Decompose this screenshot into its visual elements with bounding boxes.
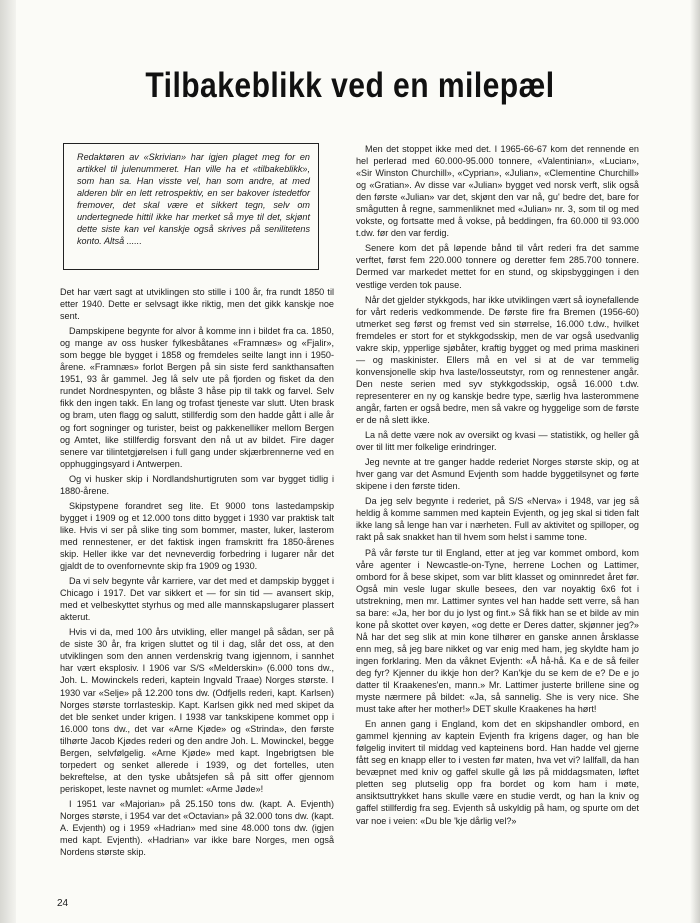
right-column <box>356 143 639 830</box>
paragraph: Senere kom det på løpende bånd til vårt rederi fra det samme verftet, først fem 220.000 tonnere og deretter fem 285.700 tonnere. Dermed var markedet mettet for en stund, og skipsbyggingen i den vestlige verden tok pause. <box>356 243 639 290</box>
intro-text: Redaktøren av «Skrivian» har igjen plaget meg for en artikkel til julenummeret. Han ville ha et «tilbakeblikk», som han sa. Han visste vel, han som andre, at med alderen blir en lett retrospektiv, en ser bakover istedetfor fremover, det skal være et sikkert tegn, selv om undertegnede hittil ikke har merket så mye til det, skjønt dette siste kan vel kanskje også skrives på senilitetens konto. Altså ...... <box>77 152 310 247</box>
paragraph: Da vi selv begynte vår karriere, var det med et dampskip bygget i Chicago i 1917. Det var sikkert et — for sin tid — avansert skip, med et velbeskyttet styrhus og med alle mannskapslugarer plassert akterut. <box>60 576 334 623</box>
page-number: 24 <box>57 898 69 909</box>
paragraph: Det har vært sagt at utviklingen sto stille i 100 år, fra rundt 1850 til etter 1940. Dette er selvsagt ikke riktig, men det gikk kanskje noe sent. <box>60 287 334 322</box>
paragraph: En annen gang i England, kom det en skipshandler ombord, en gammel kjenning av kaptein Evjenth fra krigens dager, og han ble følgelig invitert til middag ved kapteinens bord. Han hadde vel gjerne fått seg en knapp eller to i vesten før maten, hva vet vi? Iallfall, da han bevæpnet med kniv og gaffel skulle gå løs på middagsmaten, løftet pletten seg plutselig opp fra bordet og kom ham i møte, ansiktsuttrykket hans skulle være en studie verdt, og han la kniv og gaffel stillferdig fra seg. Evjenth så uskyldig på ham, og spurte om det var noe i veien: «Du ble 'kje dårlig vel?» <box>356 719 639 826</box>
paragraph: Jeg nevnte at tre ganger hadde rederiet Norges største skip, og at hver gang var det Asmund Evjenth som hadde byggetilsynet og førte skipene i den første tiden. <box>356 457 639 492</box>
paragraph: I 1951 var «Majorian» på 25.150 tons dw. (kapt. A. Evjenth) Norges største, i 1954 var det «Octavian» på 32.000 tons dw. (kapt. A. Evjenth) og i 1959 «Hadrian» med sine 48.000 tons dw. (igjen med kapt. Evjenth). «Hadrian» var ikke bare Norges, men også Nordens største skip. <box>60 798 334 858</box>
paragraph: Da jeg selv begynte i rederiet, på S/S «Nerva» i 1948, var jeg så heldig å komme sammen med kaptein Evjenth, og jeg skal si tiden falt ikke lang så lenge han var i nærheten. Full av aktivitet og spilloper, og rakt på sak snakket han til hvem som helst i samme tone. <box>356 496 639 543</box>
editor-intro-box <box>63 143 319 270</box>
paragraph: Dampskipene begynte for alvor å komme inn i bildet fra ca. 1850, og mange av oss husker fylkesbåtanes «Framnæs» og «Fjalir», som begge ble bygget i 1858 og fremdeles seilte langt inn i 1950-årene. «Framnæs» forlot Bergen på sin siste ferd sankthansaften 1951, 93 år gammel. Jeg lå selv ute på fjorden og fisket da den rundet Nordnespynten, og blåste 3 håse pip til takk og farvel. Selv fikk den ingen takk. En lang og trofast tjeneste var slutt. Uten brask og bram, uten flagg og salutt, stillferdig som den hadde gått i alle år og fort sogninger og turister, beist og pakkenelliker mellom Bergen og Amtet, like stillferdig forsvant den nå ut av bildet. Fire dager senere var tilintetgjørelsen i full gang under skjærbrennerne ved en opphuggingsyard i Antwerpen. <box>60 326 334 469</box>
page-edge-shadow <box>690 0 700 923</box>
paragraph: Skipstypene forandret seg lite. Et 9000 tons lastedampskip bygget i 1909 og et 12.000 tons ditto bygget i 1930 var praktisk talt like. Hvis vi ser på slike ting som bommer, master, luker, lasterom med rennestener, er det faktisk ingen framskritt fra 1850-årenes skip. Heller ikke var det nevneverdig forbedring i lugarer når det gjaldt de to ovenfornevnte skip fra 1909 og 1930. <box>60 500 334 572</box>
paragraph: Og vi husker skip i Nordlandshurtigruten som var bygget tidlig i 1880-årene. <box>60 473 334 496</box>
left-column <box>60 286 334 861</box>
paragraph: Hvis vi da, med 100 års utvikling, eller mangel på sådan, ser på de siste 30 år, fra krigen sluttet og til i dag, slår det oss, at den utviklingen som den annen verdenskrig tvang igjennom, i sannhet har vært eksplosiv. I 1906 var S/S «Melderskin» (6.000 tons dw., Joh. L. Mowinckels rederi, kaptein Ingvald Traae) Norges største. I 1930 var «Selje» på 12.200 tons dw. (Odfjells rederi, kapt. Karlsen) Norges største torrlasteskip. Kapt. Karlsen gikk ned med skipet da det ble senket under krigen. I 1938 var tankskipene kommet opp i 16.000 tons dw., det var «Arne Kjøde» og «Strinda», den første tilhørte Jacob Kjødes rederi og den andre Joh. L. Mowinckel, begge Bergen, selvfølgelig. «Arne Kjøde» med kapt. Ingebrigtsen ble torpedert og senket allerede i 1939, og det fortelles, uten bekreftelse, at den tyske ubåtsjefen så på sitt offer gjennom periskopet, leste navnet og mumlet: «Arme Jøde»! <box>60 627 334 794</box>
paragraph: På vår første tur til England, etter at jeg var kommet ombord, kom våre agenter i Newcastle-on-Tyne, herrene Lochen og Lattimer, ombord for å bese skipet, som var blitt klasset og ominnredet året før. Også min vesle lugar skulle besees, den var noyaktig 6x6 fot i utstrekning, men mr. Lattimer syntes vel han hadde sett verre, så han sa bare: «Ja, her bor du jo lyst og fint.» Så fikk han se et bilde av min kone på skottet over køyen, «og dette er Deres datter, skjønner jeg?» Nå har det seg slik at min kone tilhører en ganske annen årsklasse enn meg, så jeg bare nikket og var enig med ham, jeg skyldte ham jo ingen forklaring. Men da våknet Evjenth: «Å hå-hå. Ka e de så feiler deg fyr? Kjenner du ikkje hon der? Kan'kje du se kem de e? De e jo datter til Kraakenes'en, mann.» Mr. Lattimer justerte brillene sine og myste nærmere på bildet: «Ja, så sannelig. She is very nice. She must take after her mother!» DET skulle Kraakenes ha hørt! <box>356 547 639 715</box>
article-title: Tilbakeblikk ved en milepæl <box>145 66 555 105</box>
paragraph: La nå dette være nok av oversikt og kvasi — statistikk, og heller gå over til litt mer folkelige erindringer. <box>356 430 639 453</box>
paragraph: Men det stoppet ikke med det. I 1965-66-67 kom det rennende en hel perlerad med 60.000-95.000 tonnere, «Valentinian», «Lucian», «Sir Winston Churchill», «Cyprian», «Julian», «Clementine Churchill» og «Gratian». Av disse var «Julian» bygget ved norsk verft, slik også den første «Julian» var det, skjønt den var nå, gu' bedre det, bare for smågutten å regne, sammenliknet med «Julian» nr. 3, som til og med vokste, og fortsatte med å vokse, på beddingen, fra 60.000 til 93.000 t.dw. før den var ferdig. <box>356 144 639 239</box>
paragraph: Når det gjelder stykkgods, har ikke utviklingen vært så ioynefallende for vårt rederis vedkommende. De første fire fra Bremen (1956-60) utmerket seg først og fremst ved sin størrelse, 16.000 t.dw., hvilket fremdeles er stort for et stykkgodsskip, men de var også usedvanlig vakre skip, ypperlige sjøbåter, kraftig bygget og med prima maskineri — og maskinister. Ellers må en vel si at de var temmelig konvensjonelle skip hva laste/losseutstyr, rom og rennestener angår. Den neste serien med syv stykkgodsskip, også 16.000 t.dw. representerer en ny og kanskje bedre type, særlig hva lasterommene angår, farten er også bedre, men så vakre og hyggelige som de første er de nå slett ikke. <box>356 294 639 426</box>
page-spine-shadow <box>0 0 16 923</box>
